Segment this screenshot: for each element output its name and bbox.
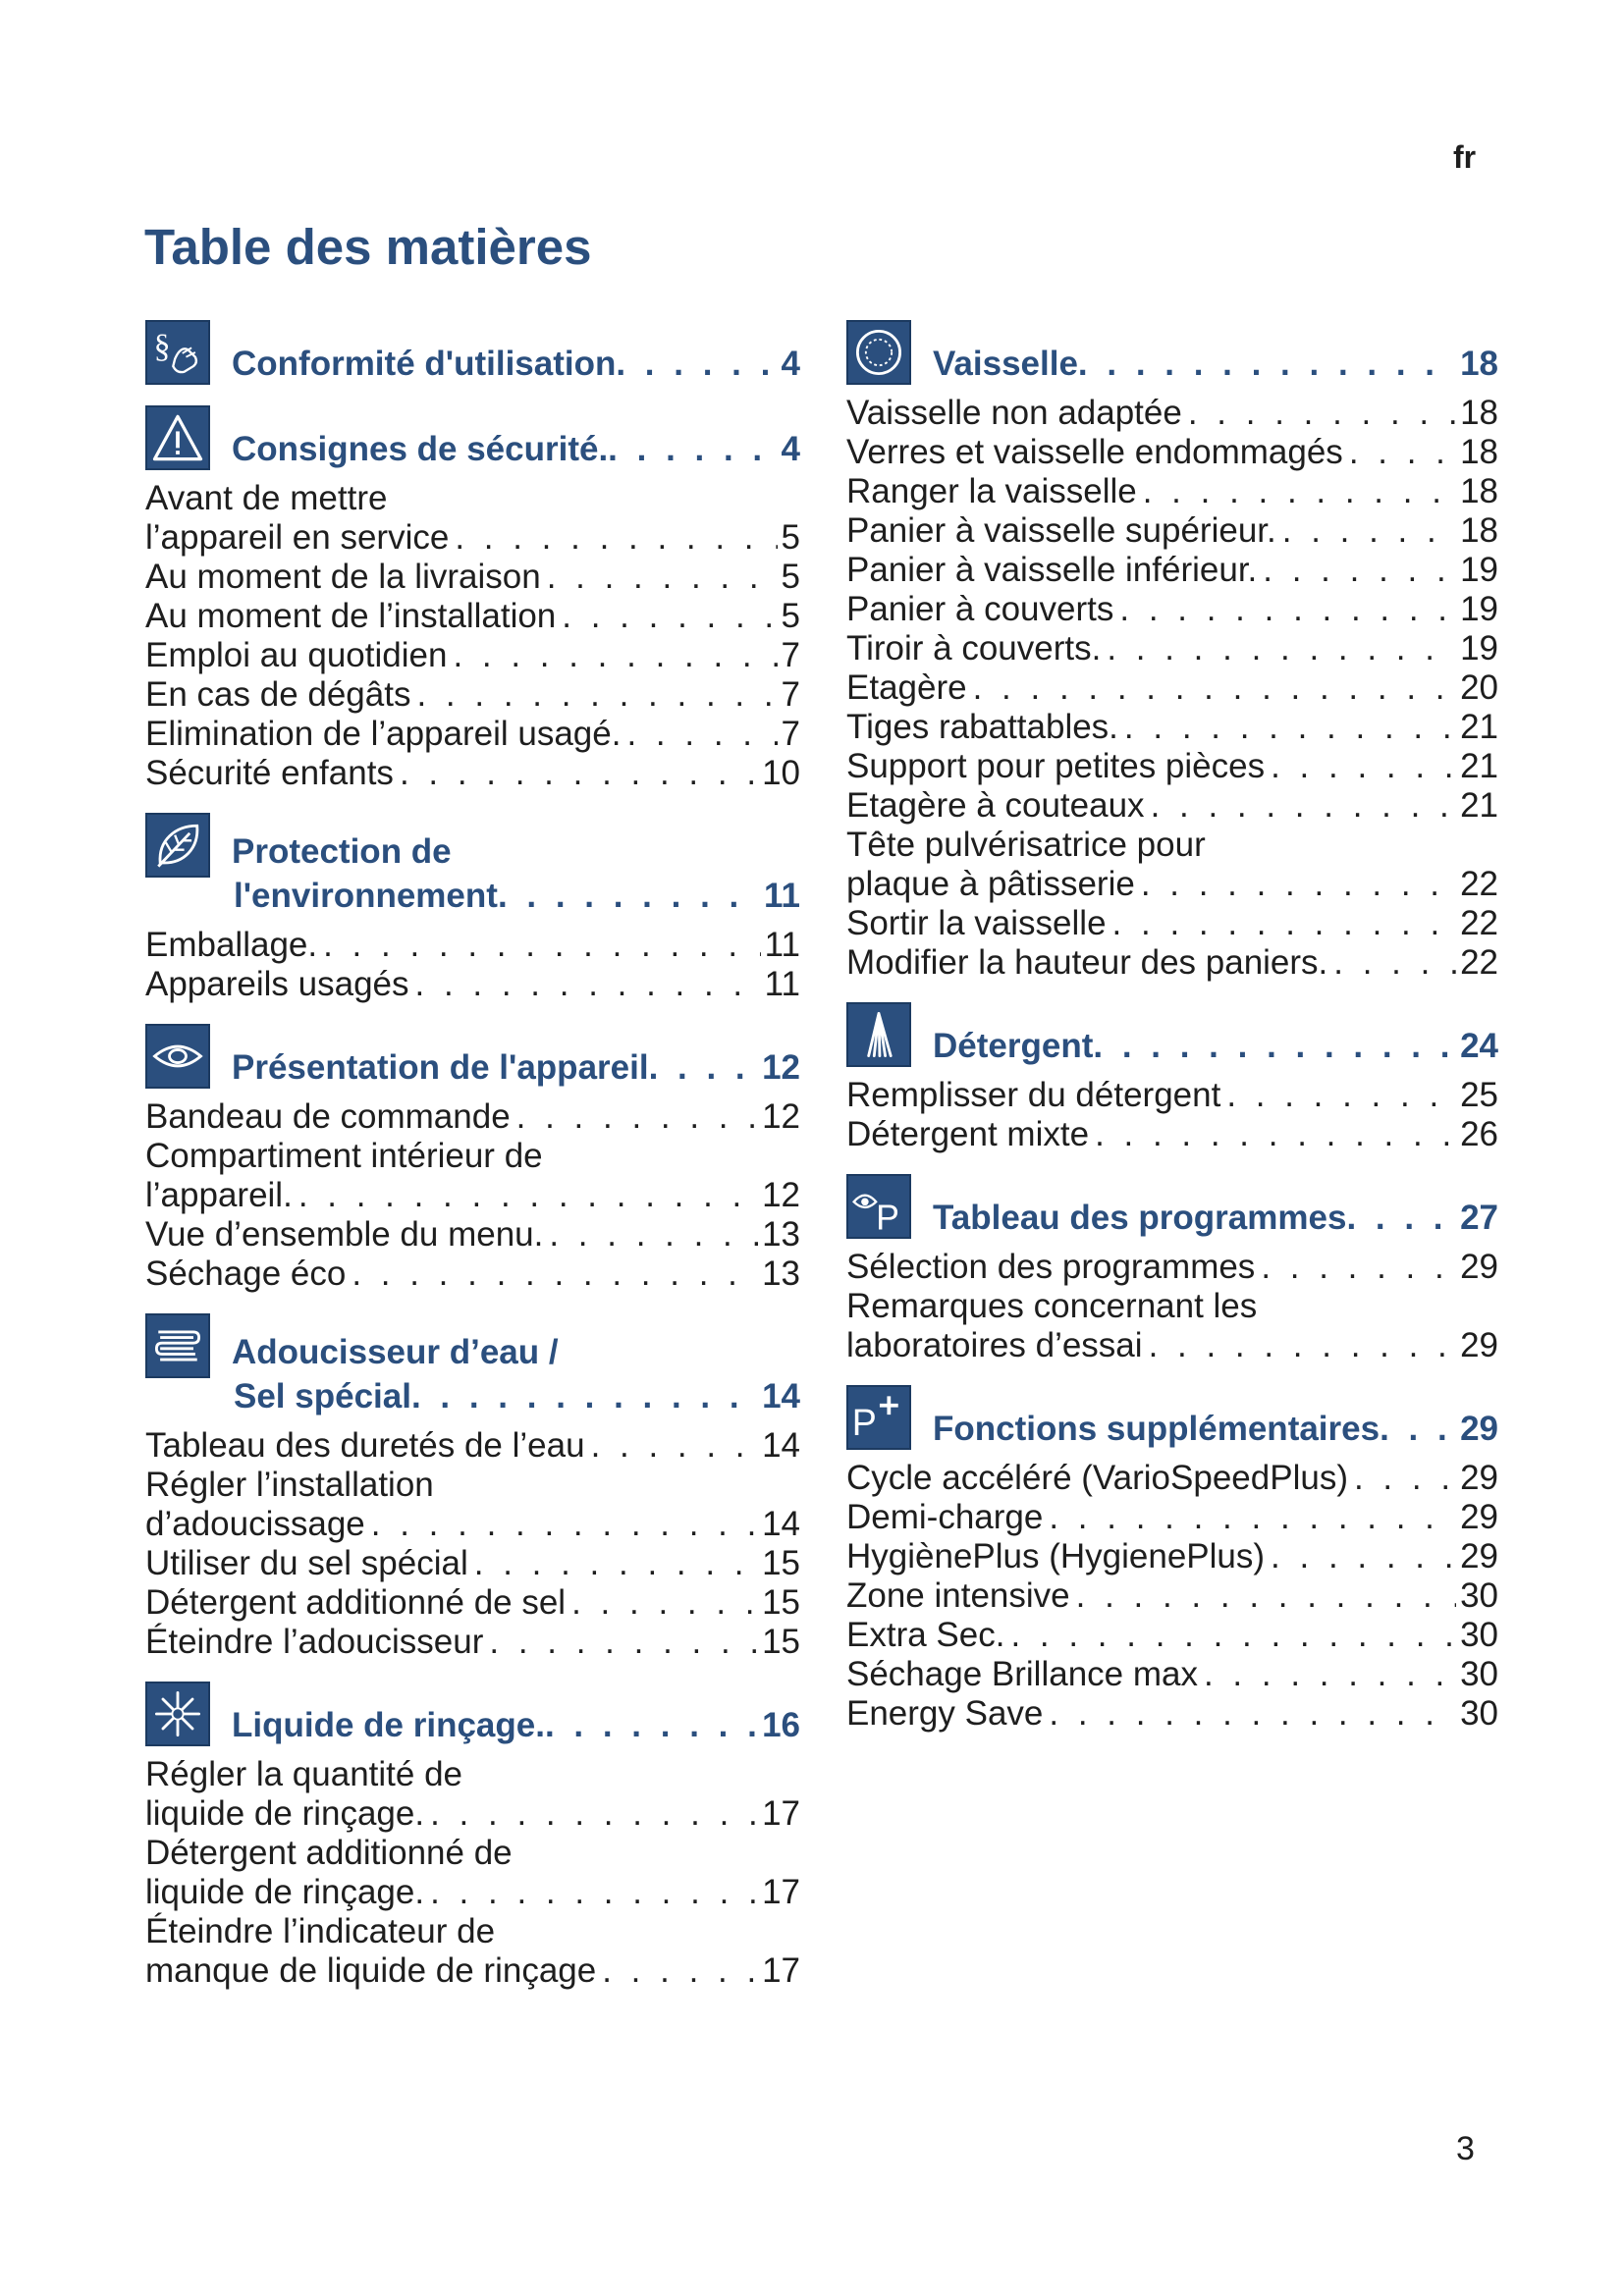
entry-page-number: 18 (1460, 511, 1498, 550)
section-heading[interactable] (846, 320, 1498, 386)
entry-page-number: 18 (1460, 433, 1498, 471)
water-softener-icon (145, 1313, 210, 1378)
entry-text: plaque à pâtisserie (846, 865, 1135, 903)
toc-entry[interactable] (846, 590, 1498, 629)
entry-text: Ranger la vaisselle (846, 472, 1137, 510)
toc-entry[interactable] (145, 558, 800, 597)
dot-leader (424, 1873, 758, 1912)
entry-text: Sécurité enfants (145, 754, 394, 792)
toc-entry[interactable] (145, 1466, 800, 1544)
section-page-number: 12 (762, 1048, 800, 1087)
entry-page-number: 10 (762, 754, 800, 792)
entry-page-number: 15 (762, 1623, 800, 1661)
toc-entry[interactable] (846, 826, 1498, 904)
toc-entry[interactable] (145, 1623, 800, 1662)
entry-page-number: 21 (1460, 708, 1498, 746)
dot-leader (317, 926, 761, 965)
entry-text: Demi-charge (846, 1498, 1044, 1536)
toc-section (846, 1002, 1498, 1154)
program-table-icon (846, 1174, 911, 1239)
section-page-number: 4 (781, 345, 800, 383)
entry-page-number: 30 (1460, 1694, 1498, 1733)
entry-page-number: 19 (1460, 590, 1498, 628)
dot-leader (1118, 708, 1456, 747)
section-page-number: 18 (1460, 345, 1498, 383)
entry-page-number: 29 (1460, 1537, 1498, 1575)
dot-leader (447, 636, 777, 675)
toc-entry[interactable] (846, 1248, 1498, 1287)
section-page-number: 16 (762, 1706, 800, 1744)
toc-entry[interactable] (846, 1655, 1498, 1694)
section-title: Vaisselle (933, 345, 1078, 383)
dot-leader (1255, 1248, 1456, 1287)
dot-leader (1004, 1616, 1456, 1655)
section-title: Fonctions supplémentaires (933, 1410, 1380, 1448)
dot-leader (543, 1215, 758, 1255)
toc-entry[interactable] (145, 1583, 800, 1623)
toc-entry[interactable] (846, 629, 1498, 668)
entry-text: Tableau des duretés de l’eau (145, 1426, 585, 1465)
dot-leader (1093, 1024, 1456, 1068)
toc-entry[interactable] (145, 1912, 800, 1991)
dot-leader (483, 1623, 758, 1662)
dot-leader (649, 1045, 758, 1090)
toc-entry[interactable] (145, 1215, 800, 1255)
dot-leader (1101, 629, 1456, 668)
entry-text: Zone intensive (846, 1576, 1070, 1615)
toc-entry[interactable] (846, 747, 1498, 786)
toc-section (145, 813, 800, 1004)
entry-text: Séchage Brillance max (846, 1655, 1198, 1693)
entry-text-line: Détergent additionné de (145, 1834, 513, 1872)
toc-entry[interactable] (145, 479, 800, 558)
dot-leader (1348, 1459, 1456, 1498)
toc-entry[interactable] (846, 1498, 1498, 1537)
dot-leader (1346, 1196, 1456, 1240)
section-heading[interactable] (145, 1682, 800, 1747)
entry-text: Etagère à couteaux (846, 786, 1145, 825)
section-page-number: 27 (1460, 1199, 1498, 1237)
entry-text: Elimination de l’appareil usagé. (145, 715, 622, 753)
section-heading[interactable] (145, 1313, 800, 1418)
entry-page-number: 30 (1460, 1616, 1498, 1654)
entry-text: manque de liquide de rinçage (145, 1951, 597, 1990)
toc-entry[interactable] (846, 708, 1498, 747)
toc-section (145, 1313, 800, 1662)
warning-triangle-icon (145, 405, 210, 470)
entry-text: Vaisselle non adaptée (846, 394, 1182, 432)
toc-entry[interactable] (145, 754, 800, 793)
entry-page-number: 17 (762, 1951, 800, 1990)
entry-page-number: 12 (762, 1176, 800, 1214)
entry-page-number: 29 (1460, 1326, 1498, 1364)
entry-text-line: Avant de mettre (145, 479, 388, 517)
section-title: Détergent (933, 1027, 1094, 1065)
entry-page-number: 13 (762, 1215, 800, 1254)
toc-entry[interactable] (145, 1426, 800, 1466)
detergent-icon (846, 1002, 911, 1067)
section-title: Liquide de rinçage. (232, 1706, 545, 1744)
language-tag: fr (1453, 139, 1477, 175)
section-heading[interactable] (145, 320, 800, 386)
dot-leader (1145, 786, 1457, 826)
section-title: Adoucisseur d’eau / (232, 1333, 559, 1371)
entry-page-number: 29 (1460, 1498, 1498, 1536)
entry-text-line: Régler la quantité de (145, 1755, 462, 1793)
toc-left-column (145, 320, 800, 2010)
entry-text: laboratoires d’essai (846, 1326, 1143, 1364)
entry-text: Au moment de l’installation (145, 597, 557, 635)
dot-leader (616, 342, 777, 386)
dot-leader (410, 675, 777, 715)
dot-leader (566, 1583, 758, 1623)
section-title: Tableau des programmes (933, 1199, 1347, 1237)
entry-text: liquide de rinçage. (145, 1873, 425, 1911)
dot-leader (1143, 1326, 1457, 1365)
toc-entry[interactable] (145, 1834, 800, 1912)
page-title: Table des matières (144, 219, 592, 275)
dot-leader (1043, 1694, 1456, 1734)
toc-right-column (846, 320, 1498, 1753)
toc-entry[interactable] (846, 394, 1498, 433)
section-heading[interactable] (145, 1024, 800, 1090)
entry-page-number: 18 (1460, 394, 1498, 432)
dot-leader (1257, 551, 1456, 590)
toc-entry[interactable] (846, 1287, 1498, 1365)
entry-page-number: 5 (781, 558, 800, 596)
entry-text: Panier à couverts (846, 590, 1114, 628)
entry-text: En cas de dégâts (145, 675, 411, 714)
entry-text: Utiliser du sel spécial (145, 1544, 468, 1582)
entry-page-number: 7 (781, 636, 800, 674)
entry-text: Panier à vaisselle supérieur. (846, 511, 1276, 550)
dot-leader (1070, 1576, 1456, 1616)
toc-entry[interactable] (846, 943, 1498, 983)
entry-page-number: 20 (1460, 668, 1498, 707)
entry-text: Vue d’ensemble du menu. (145, 1215, 544, 1254)
section-page-number: 4 (781, 430, 800, 468)
toc-entry[interactable] (846, 1616, 1498, 1655)
entry-text: Cycle accéléré (VarioSpeedPlus) (846, 1459, 1348, 1497)
entry-page-number: 22 (1460, 904, 1498, 942)
toc-entry[interactable] (846, 551, 1498, 590)
entry-page-number: 5 (781, 518, 800, 557)
toc-entry[interactable] (846, 1115, 1498, 1154)
section-page-number: 29 (1460, 1410, 1498, 1448)
dot-leader (621, 715, 777, 754)
dot-leader (346, 1255, 758, 1294)
entry-page-number: 17 (762, 1873, 800, 1911)
dot-leader (1135, 865, 1456, 904)
entry-page-number: 11 (764, 926, 800, 964)
toc-entry[interactable] (846, 472, 1498, 511)
entry-text: Appareils usagés (145, 965, 409, 1003)
toc-section (145, 320, 800, 386)
toc-section (145, 405, 800, 793)
entry-text: Modifier la hauteur des paniers. (846, 943, 1328, 982)
entry-page-number: 29 (1460, 1248, 1498, 1286)
toc-entry[interactable] (145, 1755, 800, 1834)
svg-text:§: § (153, 328, 171, 365)
dot-leader (449, 518, 777, 558)
entry-page-number: 21 (1460, 786, 1498, 825)
entry-text: Détergent mixte (846, 1115, 1090, 1153)
entry-text: Remplisser du détergent (846, 1076, 1221, 1114)
dot-leader (1265, 747, 1456, 786)
entry-page-number: 11 (764, 965, 800, 1003)
section-title: Consignes de sécurité. (232, 430, 609, 468)
section-heading[interactable] (846, 1385, 1498, 1451)
entry-page-number: 19 (1460, 629, 1498, 667)
entry-page-number: 7 (781, 715, 800, 753)
dot-leader (545, 1703, 758, 1747)
toc-entry[interactable] (145, 636, 800, 675)
dot-leader (511, 1097, 758, 1137)
entry-text: Etagère (846, 668, 967, 707)
entry-text: Panier à vaisselle inférieur. (846, 551, 1258, 589)
toc-entry[interactable] (846, 1076, 1498, 1115)
toc-entry[interactable] (846, 904, 1498, 943)
entry-text: HygiènePlus (HygienePlus) (846, 1537, 1266, 1575)
entry-text: Au moment de la livraison (145, 558, 541, 596)
toc-entry[interactable] (145, 965, 800, 1004)
entry-page-number: 19 (1460, 551, 1498, 589)
toc-entry[interactable] (846, 1459, 1498, 1498)
dot-leader (1107, 904, 1457, 943)
toc-section (145, 1024, 800, 1294)
entry-text: Energy Save (846, 1694, 1044, 1733)
section-title: l'environnement (234, 877, 498, 915)
dot-leader (1265, 1537, 1456, 1576)
dot-leader (394, 754, 758, 793)
toc-section (846, 1174, 1498, 1365)
section-heading[interactable] (846, 1002, 1498, 1068)
entry-page-number: 29 (1460, 1459, 1498, 1497)
svg-text:P: P (876, 1198, 899, 1237)
toc-entry[interactable] (145, 715, 800, 754)
entry-text: Sélection des programmes (846, 1248, 1256, 1286)
section-page-number: 24 (1460, 1027, 1498, 1065)
entry-text-line: Tête pulvérisatrice pour (846, 826, 1206, 864)
entry-page-number: 15 (762, 1583, 800, 1622)
plate-icon (846, 320, 911, 385)
dot-leader (365, 1505, 758, 1544)
entry-text: Détergent additionné de sel (145, 1583, 567, 1622)
entry-text: Séchage éco (145, 1255, 347, 1293)
toc-entry[interactable] (145, 1544, 800, 1583)
entry-text: l’appareil. (145, 1176, 293, 1214)
entry-text-line: Éteindre l’indicateur de (145, 1912, 496, 1950)
dot-leader (1220, 1076, 1456, 1115)
dot-leader (608, 427, 777, 471)
dot-leader (1078, 342, 1456, 386)
entry-text: Emploi au quotidien (145, 636, 448, 674)
dot-leader (1276, 511, 1456, 551)
dot-leader (468, 1544, 758, 1583)
toc-entry[interactable] (145, 1097, 800, 1137)
toc-entry[interactable] (846, 1694, 1498, 1734)
svg-text:P: P (851, 1401, 877, 1443)
entry-page-number: 22 (1460, 943, 1498, 982)
dot-leader (1343, 433, 1456, 472)
entry-page-number: 12 (762, 1097, 800, 1136)
section-heading[interactable] (145, 813, 800, 918)
toc-entry[interactable] (846, 1576, 1498, 1616)
entry-page-number: 22 (1460, 865, 1498, 903)
entry-text-line: Régler l’installation (145, 1466, 434, 1504)
dot-leader (1089, 1115, 1456, 1154)
entry-text-line: Compartiment intérieur de (145, 1137, 543, 1175)
entry-text: d’adoucissage (145, 1505, 365, 1543)
entry-page-number: 30 (1460, 1655, 1498, 1693)
entry-page-number: 14 (762, 1426, 800, 1465)
entry-text: Bandeau de commande (145, 1097, 511, 1136)
entry-text-line: Remarques concernant les (846, 1287, 1258, 1325)
toc-entry[interactable] (846, 668, 1498, 708)
dot-leader (556, 597, 777, 636)
entry-page-number: 5 (781, 597, 800, 635)
dot-leader (1137, 472, 1456, 511)
toc-entry[interactable] (846, 433, 1498, 472)
sparkle-icon (145, 1682, 210, 1746)
dot-leader (1327, 943, 1456, 983)
entry-text: Emballage. (145, 926, 318, 964)
toc-entry[interactable] (145, 1255, 800, 1294)
toc-entry[interactable] (145, 1137, 800, 1215)
section-heading[interactable] (846, 1174, 1498, 1240)
dot-leader (585, 1426, 759, 1466)
page-number: 3 (1456, 2130, 1475, 2167)
toc-section (846, 1385, 1498, 1734)
entry-page-number: 30 (1460, 1576, 1498, 1615)
dot-leader (498, 874, 760, 918)
toc-entry[interactable] (846, 786, 1498, 826)
dot-leader (1043, 1498, 1456, 1537)
entry-page-number: 13 (762, 1255, 800, 1293)
dot-leader (1380, 1407, 1456, 1451)
dot-leader (541, 558, 778, 597)
dot-leader (1198, 1655, 1456, 1694)
dot-leader (596, 1951, 758, 1991)
section-heading[interactable] (145, 405, 800, 471)
leaf-icon (145, 813, 210, 878)
entry-page-number: 21 (1460, 747, 1498, 785)
dot-leader (411, 1374, 758, 1418)
section-title: Protection de (232, 832, 452, 871)
entry-page-number: 15 (762, 1544, 800, 1582)
entry-page-number: 17 (762, 1794, 800, 1833)
entry-text: Verres et vaisselle endommagés (846, 433, 1343, 471)
dot-leader (967, 668, 1456, 708)
toc-entry[interactable] (846, 1537, 1498, 1576)
entry-page-number: 25 (1460, 1076, 1498, 1114)
dot-leader (409, 965, 761, 1004)
entry-page-number: 7 (781, 675, 800, 714)
entry-page-number: 14 (762, 1505, 800, 1543)
entry-text: liquide de rinçage. (145, 1794, 425, 1833)
section-page-number: 11 (764, 877, 800, 915)
dot-leader (1113, 590, 1456, 629)
dot-leader (1182, 394, 1456, 433)
dot-leader (424, 1794, 758, 1834)
toc-section (145, 1682, 800, 1991)
entry-text: Sortir la vaisselle (846, 904, 1107, 942)
dot-leader (293, 1176, 758, 1215)
paragraph-hand-icon (145, 320, 210, 385)
toc-entry[interactable] (145, 926, 800, 965)
entry-text: Éteindre l’adoucisseur (145, 1623, 484, 1661)
section-page-number: 14 (762, 1377, 800, 1415)
eye-icon (145, 1024, 210, 1089)
section-title: Sel spécial (234, 1377, 411, 1415)
entry-text: Support pour petites pièces (846, 747, 1266, 785)
entry-text: l’appareil en service (145, 518, 450, 557)
toc-entry[interactable] (145, 597, 800, 636)
entry-page-number: 26 (1460, 1115, 1498, 1153)
p-plus-icon (846, 1385, 911, 1450)
section-title: Conformité d'utilisation (232, 345, 617, 383)
toc-section (846, 320, 1498, 983)
toc-entry[interactable] (846, 511, 1498, 551)
entry-text: Tiroir à couverts. (846, 629, 1102, 667)
entry-text: Tiges rabattables. (846, 708, 1118, 746)
toc-entry[interactable] (145, 675, 800, 715)
section-title: Présentation de l'appareil (232, 1048, 649, 1087)
entry-text: Extra Sec. (846, 1616, 1005, 1654)
entry-page-number: 18 (1460, 472, 1498, 510)
